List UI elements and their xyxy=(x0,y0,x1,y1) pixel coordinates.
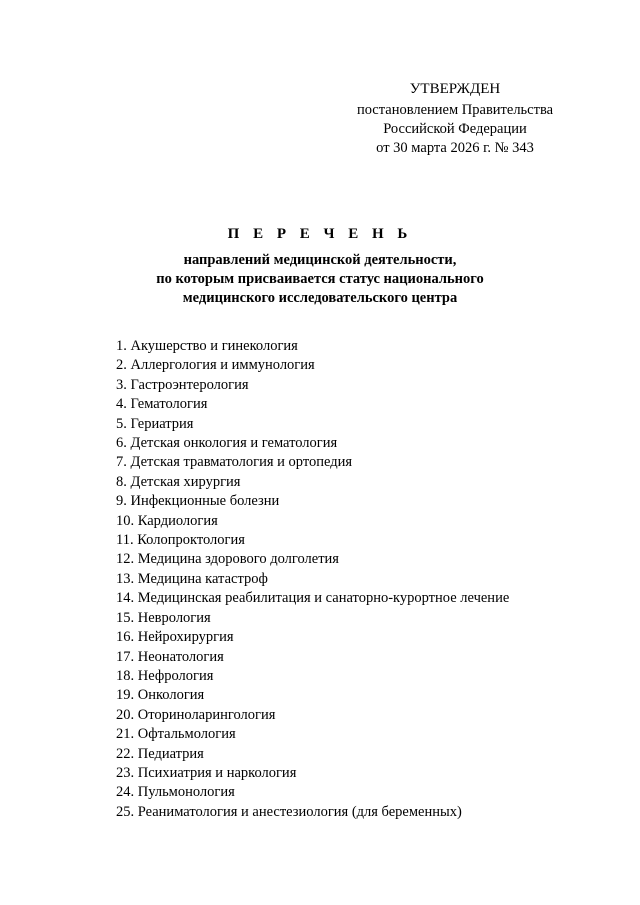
subtitle-line: по которым присваивается статус национального xyxy=(156,271,484,287)
list-item: 3. Гастроэнтерология xyxy=(116,376,249,393)
subtitle-line: направлений медицинской деятельности, xyxy=(183,252,457,268)
list-item: 23. Психиатрия и наркология xyxy=(116,764,297,781)
approval-line-1: постановлением Правительства xyxy=(356,102,554,118)
list-item: 11. Колопроктология xyxy=(116,532,245,549)
document-title: П Е Р Е Ч Е Н Ь xyxy=(227,226,413,242)
directions-list xyxy=(116,337,606,822)
list-item: 4. Гематология xyxy=(116,396,208,413)
approval-line-2: Российской Федерации xyxy=(383,121,527,137)
approval-block xyxy=(330,80,580,158)
list-item: 9. Инфекционные болезни xyxy=(116,493,280,510)
list-item: 15. Неврология xyxy=(116,609,211,626)
list-item: 6. Детская онкология и гематология xyxy=(116,435,338,452)
list-item: 12. Медицина здорового долголетия xyxy=(116,551,339,568)
list-item: 17. Неонатология xyxy=(116,648,224,665)
list-item: 13. Медицина катастроф xyxy=(116,570,268,587)
list-item: 14. Медицинская реабилитация и санаторно-курортное лечение xyxy=(116,590,510,607)
subtitle-line: медицинского исследовательского центра xyxy=(182,290,458,306)
list-item: 16. Нейрохирургия xyxy=(116,629,234,646)
approval-heading: УТВЕРЖДЕН xyxy=(409,81,501,97)
list-item: 5. Гериатрия xyxy=(116,415,194,432)
list-item: 19. Онкология xyxy=(116,687,205,704)
list-item: 8. Детская хирургия xyxy=(116,473,241,490)
list-item: 22. Педиатрия xyxy=(116,745,204,762)
list-item: 2. Аллергология и иммунология xyxy=(116,357,315,374)
list-item: 1. Акушерство и гинекология xyxy=(116,338,298,354)
approval-line-3: от 30 марта 2026 г. № 343 xyxy=(376,140,534,156)
list-item: 7. Детская травматология и ортопедия xyxy=(116,454,353,471)
document-subtitle xyxy=(100,251,540,308)
list-item: 18. Нефрология xyxy=(116,667,214,684)
list-item: 24. Пульмонология xyxy=(116,784,235,801)
list-item: 10. Кардиология xyxy=(116,512,218,529)
list-item: 20. Оториноларингология xyxy=(116,706,276,723)
list-item: 21. Офтальмология xyxy=(116,726,236,743)
list-item: 25. Реаниматология и анестезиология (для беременных) xyxy=(116,803,462,820)
title-block xyxy=(100,226,540,308)
